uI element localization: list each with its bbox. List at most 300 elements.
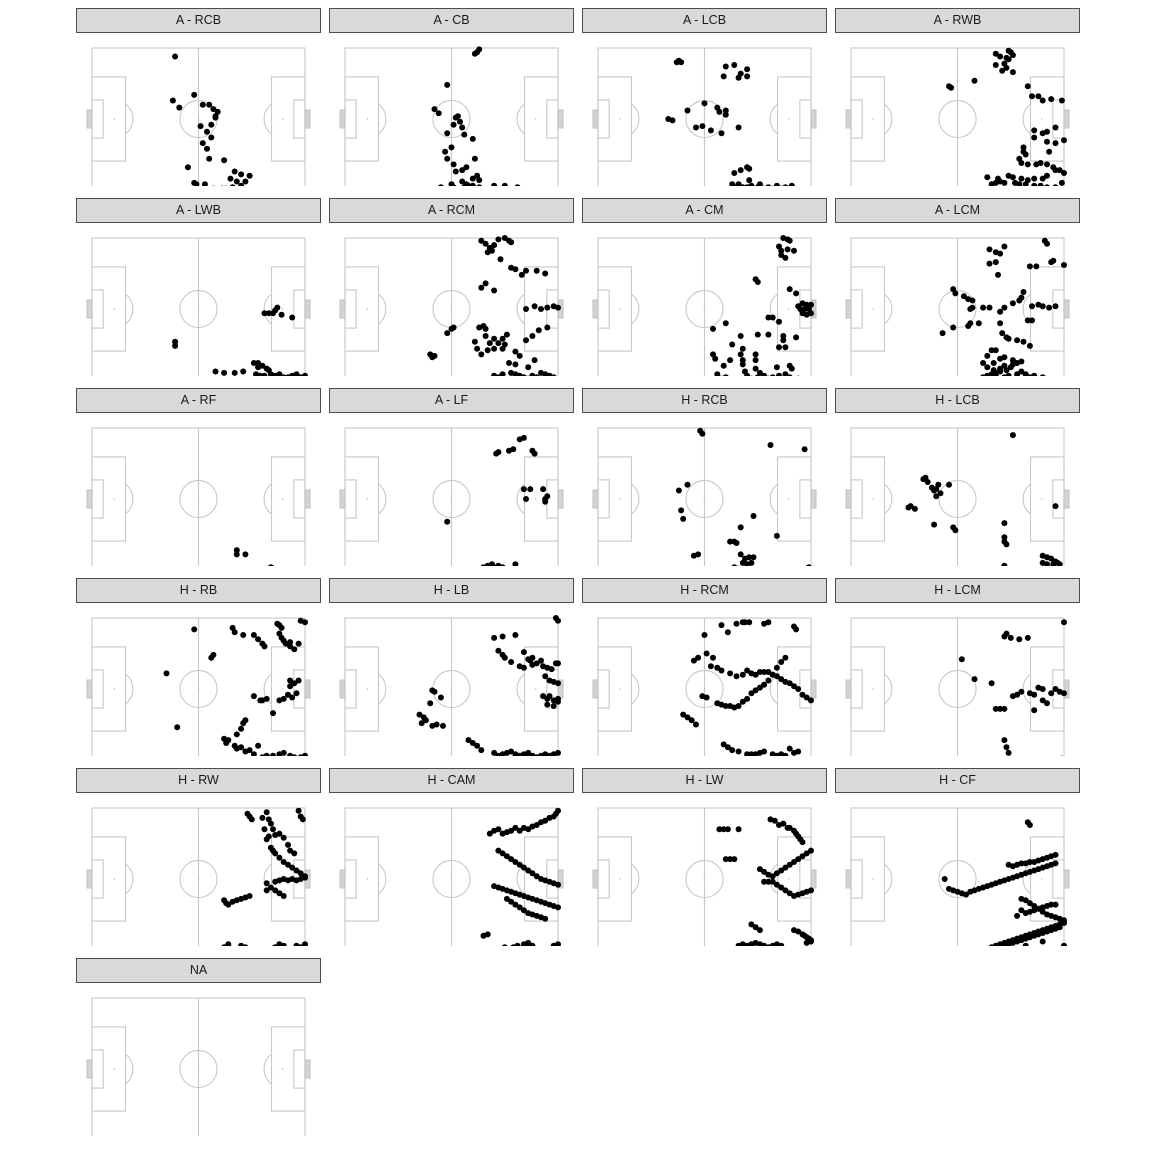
pitch-plot [76,982,321,1136]
event-point [795,686,801,692]
event-point [1014,913,1020,919]
pitch-plot [76,32,321,186]
event-point [264,809,270,815]
event-point [198,123,204,129]
event-point [438,695,444,701]
event-point [555,618,561,624]
event-point [774,364,780,370]
event-point [725,629,731,635]
event-point [1031,707,1037,713]
event-point [544,325,550,331]
facet-panel [329,198,574,376]
goal-left [593,110,598,128]
event-point [206,102,212,108]
event-point [225,941,231,946]
event-point [1038,160,1044,166]
event-point [495,236,501,242]
event-point [296,808,302,814]
event-point [765,184,771,186]
event-point [980,305,986,311]
event-point [489,248,495,254]
facet-panel [835,8,1080,186]
penalty-spot-left [114,498,116,500]
facet-strip-label: H - RW [76,768,321,793]
event-point [478,285,484,291]
event-point [1053,303,1059,309]
penalty-arc-left [884,484,891,514]
event-point [251,693,257,699]
event-point [485,931,491,937]
event-point [802,446,808,452]
event-point [262,643,268,649]
event-point [734,540,740,546]
event-point [1031,127,1037,133]
event-point [1046,149,1052,155]
centre-spot [704,498,706,500]
event-point [238,726,244,732]
event-point [451,122,457,128]
event-point [234,547,240,553]
goal-left [846,870,851,888]
event-point [449,144,455,150]
facet-strip-label: A - CB [329,8,574,33]
event-point [1035,93,1041,99]
goal-area-left [851,860,862,898]
penalty-area-left [851,267,884,351]
goal-left [593,870,598,888]
goal-left [87,300,92,318]
goal-right [811,680,816,698]
event-point [470,136,476,142]
event-point [746,177,752,183]
event-point [670,117,676,123]
event-point [1031,183,1037,186]
goal-area-left [92,100,103,138]
event-point [272,850,278,856]
event-point [1016,636,1022,642]
event-point [1061,943,1067,946]
facet-panel [76,958,321,1136]
event-point [240,369,246,375]
penalty-spot-left [367,688,369,690]
event-point [708,663,714,669]
event-point [555,941,561,946]
event-point [270,310,276,316]
facet-panel [835,388,1080,566]
event-point [508,659,514,665]
event-point [753,357,759,363]
event-point [689,717,695,723]
event-point [453,169,459,175]
facet-panel [329,578,574,756]
facet-panel [582,388,827,566]
event-point [474,346,480,352]
event-point [984,364,990,370]
goal-area-left [345,480,356,518]
event-point [952,290,958,296]
event-point [470,183,476,186]
goal-area-left [598,100,609,138]
event-point [296,641,302,647]
event-point [1038,183,1044,186]
centre-spot [451,308,453,310]
event-point [1059,180,1065,186]
penalty-spot-left [620,878,622,880]
event-point [933,493,939,499]
event-point [281,696,287,702]
event-point [234,179,240,185]
event-point [1061,262,1067,268]
event-point [1044,700,1050,706]
penalty-spot-right [788,118,790,120]
event-point [242,179,248,185]
event-point [993,706,999,712]
facet-strip-label: H - LB [329,578,574,603]
event-point [755,332,761,338]
event-point [995,272,1001,278]
event-point [287,683,293,689]
event-point [714,371,720,376]
event-point [976,320,982,326]
event-point [444,130,450,136]
goal-left [87,110,92,128]
penalty-area-left [598,267,631,351]
event-point [302,753,308,756]
event-point [230,184,236,186]
event-point [789,366,795,372]
event-point [702,100,708,106]
centre-spot [451,498,453,500]
penalty-area-right [778,837,811,921]
penalty-spot-right [1041,118,1043,120]
event-point [793,626,799,632]
event-point [472,156,478,162]
event-point [521,486,527,492]
event-point [755,279,761,285]
penalty-arc-left [631,104,638,134]
event-point [262,373,268,376]
event-point [680,516,686,522]
event-point [704,695,710,701]
centre-spot [704,688,706,690]
event-point [1006,336,1012,342]
event-point [521,649,527,655]
penalty-arc-left [125,294,132,324]
pitch-plot [835,222,1080,376]
event-point [495,449,501,455]
event-point [808,697,814,703]
penalty-spot-right [282,308,284,310]
event-point [1001,563,1007,566]
event-point [1021,289,1027,295]
event-point [946,482,952,488]
event-point [751,513,757,519]
penalty-area-left [345,837,378,921]
event-point [965,323,971,329]
penalty-spot-left [114,878,116,880]
event-point [523,268,529,274]
pitch-plot [329,222,574,376]
event-point [555,882,561,888]
goal-area-left [851,480,862,518]
event-point [727,357,733,363]
event-point [999,330,1005,336]
event-point [1004,744,1010,750]
event-point [438,184,444,186]
penalty-area-right [1031,457,1064,541]
goal-right [558,490,563,508]
event-point [500,371,506,376]
penalty-spot-right [788,878,790,880]
penalty-spot-left [873,308,875,310]
event-point [270,826,276,832]
event-point [1040,98,1046,104]
penalty-area-left [598,77,631,161]
penalty-spot-left [873,688,875,690]
event-point [1053,184,1059,186]
penalty-arc-left [884,674,891,704]
event-point [935,482,941,488]
penalty-spot-left [367,878,369,880]
event-point [512,266,518,272]
event-point [540,486,546,492]
event-point [206,156,212,162]
penalty-arc-left [378,674,385,704]
event-point [912,506,918,512]
penalty-area-left [345,267,378,351]
event-point [238,171,244,177]
event-point [693,722,699,728]
centre-spot [957,688,959,690]
penalty-spot-left [873,498,875,500]
event-point [302,619,308,625]
facet-panel [582,8,827,186]
penalty-spot-left [620,118,622,120]
event-point [1040,303,1046,309]
penalty-arc-left [378,864,385,894]
event-point [491,288,497,294]
event-point [1053,860,1059,866]
event-point [808,939,814,945]
facet-panel [835,768,1080,946]
event-point [695,551,701,557]
goal-left [340,300,345,318]
goal-left [340,870,345,888]
event-point [761,682,767,688]
event-point [1053,902,1059,908]
goal-left [87,680,92,698]
event-point [281,835,287,841]
event-point [719,622,725,628]
event-point [221,157,227,163]
event-point [989,680,995,686]
event-point [1040,374,1046,376]
penalty-area-right [272,457,305,541]
penalty-spot-left [114,308,116,310]
event-point [780,821,786,827]
event-point [959,656,965,662]
event-point [948,85,954,91]
centre-spot [957,118,959,120]
penalty-arc-right [1023,104,1030,134]
goal-right [1064,870,1069,888]
event-point [808,887,814,893]
event-point [264,753,270,756]
event-point [247,893,253,899]
penalty-area-right [272,647,305,731]
event-point [555,808,561,814]
event-point [249,816,255,822]
centre-spot [198,498,200,500]
event-point [264,887,270,893]
event-point [544,702,550,708]
event-point [476,184,482,186]
event-point [1061,920,1067,926]
centre-spot [198,118,200,120]
event-point [427,700,433,706]
event-point [419,720,425,726]
pitch-plot [582,792,827,946]
event-point [808,848,814,854]
goal-area-left [92,1050,103,1088]
event-point [740,346,746,352]
goal-left [340,490,345,508]
facet-panel [76,8,321,186]
event-point [555,305,561,311]
event-point [678,507,684,513]
event-point [727,670,733,676]
facet-strip-label: A - LCM [835,198,1080,223]
event-point [1023,152,1029,158]
event-point [782,255,788,261]
penalty-arc-left [378,484,385,514]
event-point [1010,300,1016,306]
event-point [736,826,742,832]
event-point [1025,635,1031,641]
event-point [729,342,735,348]
event-point [731,856,737,862]
event-point [1004,541,1010,547]
event-point [757,181,763,186]
event-point [721,73,727,79]
event-point [549,666,555,672]
event-point [515,184,521,186]
event-point [432,689,438,695]
event-point [785,246,791,252]
goal-area-left [92,480,103,518]
facet-strip-label: A - LF [329,388,574,413]
event-point [685,482,691,488]
penalty-area-left [92,457,125,541]
penalty-area-right [525,77,558,161]
event-point [510,446,516,452]
event-point [1008,635,1014,641]
penalty-area-left [598,837,631,921]
event-point [770,672,776,678]
event-point [270,710,276,716]
event-point [525,364,531,370]
event-point [967,306,973,312]
centre-spot [704,878,706,880]
facet-panel [76,198,321,376]
event-point [699,123,705,129]
event-point [289,315,295,321]
event-point [1046,305,1052,311]
penalty-arc-left [631,294,638,324]
event-point [1061,619,1067,625]
goal-area-left [92,290,103,328]
event-point [200,102,206,108]
event-point [459,125,465,131]
event-point [302,875,308,881]
event-point [551,703,557,709]
event-point [487,340,493,346]
event-point [1040,686,1046,692]
event-point [1025,161,1031,167]
goal-right [1064,110,1069,128]
event-point [444,330,450,336]
event-point [744,696,750,702]
penalty-spot-right [535,118,537,120]
event-point [302,373,308,376]
event-point [302,941,308,946]
penalty-area-right [272,1027,305,1111]
event-point [1006,750,1012,756]
penalty-area-left [345,77,378,161]
event-point [251,632,257,638]
event-point [1010,52,1016,58]
event-point [512,349,518,355]
event-point [242,717,248,723]
penalty-spot-right [788,498,790,500]
event-point [723,374,729,376]
goal-right [305,110,310,128]
event-point [738,333,744,339]
event-point [1018,359,1024,365]
penalty-area-left [92,837,125,921]
goal-left [846,490,851,508]
pitch-plot [329,412,574,566]
event-point [442,149,448,155]
event-point [276,831,282,837]
event-point [461,132,467,138]
event-point [729,747,735,753]
event-point [723,320,729,326]
event-point [485,347,491,353]
penalty-arc-left [378,104,385,134]
event-point [731,170,737,176]
event-point [744,66,750,72]
event-point [532,357,538,363]
event-point [262,826,268,832]
goal-area-right [294,670,305,708]
goal-left [87,1060,92,1078]
event-point [1029,93,1035,99]
event-point [279,625,285,631]
centre-spot [957,498,959,500]
event-point [731,62,737,68]
event-point [993,259,999,265]
event-point [797,306,803,312]
penalty-arc-right [517,104,524,134]
event-point [708,127,714,133]
goal-right [305,490,310,508]
penalty-spot-right [282,1068,284,1070]
event-point [1044,139,1050,145]
facet-strip-label: H - LW [582,768,827,793]
penalty-arc-left [125,864,132,894]
event-point [555,750,561,756]
